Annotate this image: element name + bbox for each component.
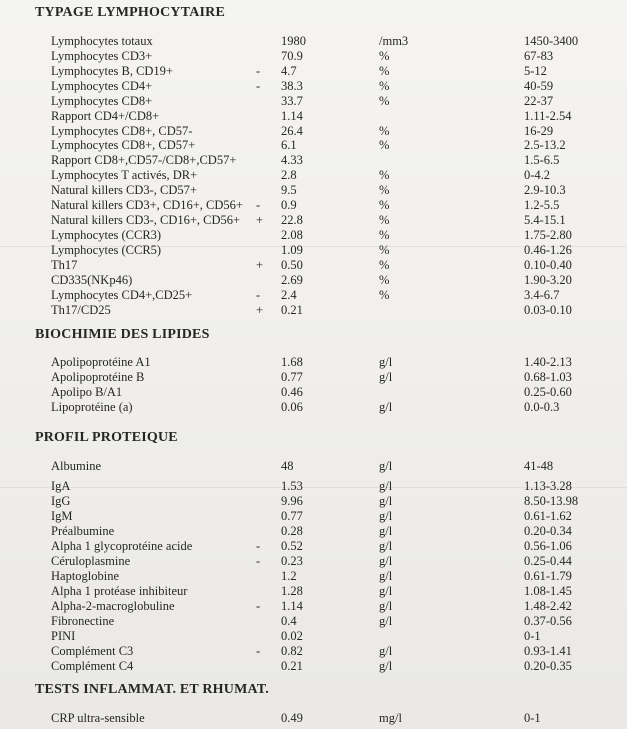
- test-name: Lymphocytes (CCR3): [51, 228, 162, 242]
- result-unit: %: [379, 49, 390, 63]
- test-name: Céruloplasmine: [51, 554, 131, 568]
- reference-range: 2.9-10.3: [524, 183, 566, 197]
- result-value: 0.50: [281, 258, 303, 272]
- test-name: IgM: [51, 509, 73, 523]
- result-value: 0.02: [281, 629, 303, 643]
- result-value: 1.09: [281, 243, 303, 257]
- test-name: Alpha 1 protéase inhibiteur: [51, 584, 188, 598]
- result-row-lymphocytes-cd4: [0, 79, 627, 94]
- section-title-tests-inflammat-et-rhumat: TESTS INFLAMMAT. ET RHUMAT.: [35, 682, 269, 697]
- result-row-igm: [0, 509, 627, 524]
- reference-range: 1.08-1.45: [524, 584, 572, 598]
- reference-range: 40-59: [524, 79, 554, 93]
- reference-range: 16-29: [524, 124, 554, 138]
- test-name: Complément C4: [51, 659, 134, 673]
- section-title-typage-lymphocytaire: TYPAGE LYMPHOCYTAIRE: [35, 5, 226, 20]
- result-value: 0.21: [281, 659, 303, 673]
- result-row-rapport-cd4-cd8: [0, 109, 627, 124]
- result-row-lymphocytes-cd8-cd57: [0, 124, 627, 139]
- result-value: 2.69: [281, 273, 303, 287]
- result-row-alpha-1-protease-inhibiteur: [0, 584, 627, 599]
- test-name: Préalbumine: [51, 524, 115, 538]
- reference-range: 1450-3400: [524, 34, 579, 48]
- result-value: 0.77: [281, 509, 303, 523]
- result-row-alpha-2-macroglobuline: [0, 599, 627, 614]
- result-unit: %: [379, 198, 390, 212]
- result-unit: g/l: [379, 539, 393, 553]
- result-value: 0.06: [281, 400, 303, 414]
- test-name: Apolipo B/A1: [51, 385, 123, 399]
- result-unit: g/l: [379, 614, 393, 628]
- reference-range: 22-37: [524, 94, 554, 108]
- result-unit: %: [379, 213, 390, 227]
- test-name: Alpha-2-macroglobuline: [51, 599, 175, 613]
- result-row-lymphocytes-cd8-cd57: [0, 138, 627, 153]
- result-value: 0.46: [281, 385, 303, 399]
- test-name: Haptoglobine: [51, 569, 120, 583]
- result-row-natural-killers-cd3-cd16-cd56: [0, 213, 627, 228]
- reference-range: 8.50-13.98: [524, 494, 579, 508]
- result-unit: g/l: [379, 524, 393, 538]
- result-unit: g/l: [379, 479, 393, 493]
- test-name: Th17: [51, 258, 78, 272]
- reference-range: 0.56-1.06: [524, 539, 572, 553]
- result-value: 1.2: [281, 569, 297, 583]
- reference-range: 1.11-2.54: [524, 109, 572, 123]
- result-row-cd335-nkp46: [0, 273, 627, 288]
- result-value: 22.8: [281, 213, 303, 227]
- abnormal-flag: -: [256, 79, 261, 93]
- abnormal-flag: +: [256, 213, 264, 227]
- result-unit: %: [379, 94, 390, 108]
- result-unit: %: [379, 64, 390, 78]
- reference-range: 1.2-5.5: [524, 198, 560, 212]
- result-unit: g/l: [379, 400, 393, 414]
- reference-range: 5.4-15.1: [524, 213, 566, 227]
- reference-range: 2.5-13.2: [524, 138, 566, 152]
- result-row-natural-killers-cd3-cd16-cd56: [0, 198, 627, 213]
- result-unit: %: [379, 79, 390, 93]
- result-row-apolipoproteine-b: [0, 370, 627, 385]
- result-value: 1.68: [281, 355, 303, 369]
- abnormal-flag: -: [256, 554, 261, 568]
- reference-range: 1.13-3.28: [524, 479, 572, 493]
- test-name: Apolipoprotéine A1: [51, 355, 151, 369]
- test-name: PINI: [51, 629, 76, 643]
- result-unit: g/l: [379, 659, 393, 673]
- test-name: Lymphocytes T activés, DR+: [51, 168, 198, 182]
- result-value: 70.9: [281, 49, 303, 63]
- test-name: Rapport CD4+/CD8+: [51, 109, 160, 123]
- section-title-biochimie-des-lipides: BIOCHIMIE DES LIPIDES: [35, 327, 210, 342]
- result-value: 0.4: [281, 614, 297, 628]
- reference-range: 0.25-0.60: [524, 385, 572, 399]
- result-value: 1.53: [281, 479, 303, 493]
- result-unit: g/l: [379, 644, 393, 658]
- result-unit: %: [379, 288, 390, 302]
- result-value: 2.08: [281, 228, 303, 242]
- result-unit: %: [379, 124, 390, 138]
- result-row-rapport-cd8-cd57-cd8-cd57: [0, 153, 627, 168]
- reference-range: 0.20-0.34: [524, 524, 572, 538]
- reference-range: 3.4-6.7: [524, 288, 560, 302]
- reference-range: 41-48: [524, 459, 554, 473]
- result-row-apolipoproteine-a1: [0, 355, 627, 370]
- result-value: 2.8: [281, 168, 297, 182]
- reference-range: 1.75-2.80: [524, 228, 572, 242]
- result-value: 0.23: [281, 554, 303, 568]
- reference-range: 0.68-1.03: [524, 370, 572, 384]
- test-name: IgA: [51, 479, 71, 493]
- result-unit: g/l: [379, 355, 393, 369]
- result-unit: mg/l: [379, 711, 402, 725]
- test-name: CRP ultra-sensible: [51, 711, 145, 725]
- reference-range: 0.46-1.26: [524, 243, 572, 257]
- result-unit: g/l: [379, 494, 393, 508]
- result-row-th17: [0, 258, 627, 273]
- abnormal-flag: +: [256, 258, 264, 272]
- test-name: Natural killers CD3-, CD57+: [51, 183, 197, 197]
- result-unit: %: [379, 258, 390, 272]
- reference-range: 0.10-0.40: [524, 258, 572, 272]
- result-row-pini: [0, 629, 627, 644]
- result-row-lipoproteine-a: [0, 400, 627, 415]
- result-row-lymphocytes-cd4-cd25: [0, 288, 627, 303]
- result-row-albumine: [0, 459, 627, 474]
- result-value: 6.1: [281, 138, 297, 152]
- reference-range: 0.61-1.79: [524, 569, 572, 583]
- test-name: Albumine: [51, 459, 101, 473]
- test-name: Lipoprotéine (a): [51, 400, 133, 414]
- section-title-profil-proteique: PROFIL PROTEIQUE: [35, 430, 178, 445]
- test-name: Alpha 1 glycoprotéine acide: [51, 539, 193, 553]
- result-row-haptoglobine: [0, 569, 627, 584]
- result-unit: g/l: [379, 509, 393, 523]
- test-name: Lymphocytes CD4+: [51, 79, 153, 93]
- result-row-alpha-1-glycoproteine-acide: [0, 539, 627, 554]
- result-unit: %: [379, 228, 390, 242]
- result-value: 9.96: [281, 494, 303, 508]
- result-row-fibronectine: [0, 614, 627, 629]
- result-value: 4.7: [281, 64, 297, 78]
- result-value: 4.33: [281, 153, 303, 167]
- result-unit: %: [379, 243, 390, 257]
- reference-range: 0-1: [524, 711, 541, 725]
- result-unit: g/l: [379, 554, 393, 568]
- result-row-complement-c4: [0, 659, 627, 674]
- test-name: CD335(NKp46): [51, 273, 133, 287]
- abnormal-flag: -: [256, 644, 261, 658]
- reference-range: 1.90-3.20: [524, 273, 572, 287]
- result-value: 0.21: [281, 303, 303, 317]
- test-name: Rapport CD8+,CD57-/CD8+,CD57+: [51, 153, 237, 167]
- reference-range: 1.5-6.5: [524, 153, 560, 167]
- reference-range: 0-1: [524, 629, 541, 643]
- test-name: Lymphocytes (CCR5): [51, 243, 162, 257]
- result-value: 38.3: [281, 79, 303, 93]
- reference-range: 1.48-2.42: [524, 599, 572, 613]
- result-value: 0.28: [281, 524, 303, 538]
- test-name: Lymphocytes B, CD19+: [51, 64, 173, 78]
- result-value: 1980: [281, 34, 306, 48]
- abnormal-flag: -: [256, 198, 261, 212]
- result-row-iga: [0, 479, 627, 494]
- test-name: Fibronectine: [51, 614, 115, 628]
- result-row-lymphocytes-b-cd19: [0, 64, 627, 79]
- reference-range: 0.61-1.62: [524, 509, 572, 523]
- result-row-ceruloplasmine: [0, 554, 627, 569]
- test-name: IgG: [51, 494, 71, 508]
- result-row-lymphocytes-cd3: [0, 49, 627, 64]
- reference-range: 0.20-0.35: [524, 659, 572, 673]
- reference-range: 67-83: [524, 49, 554, 63]
- result-unit: /mm3: [379, 34, 409, 48]
- result-row-lymphocytes-ccr3: [0, 228, 627, 243]
- result-value: 2.4: [281, 288, 297, 302]
- test-name: Lymphocytes CD8+, CD57-: [51, 124, 193, 138]
- result-unit: %: [379, 273, 390, 287]
- abnormal-flag: -: [256, 599, 261, 613]
- test-name: Th17/CD25: [51, 303, 111, 317]
- result-value: 33.7: [281, 94, 303, 108]
- result-row-complement-c3: [0, 644, 627, 659]
- result-row-lymphocytes-t-actives-dr: [0, 168, 627, 183]
- result-unit: %: [379, 138, 390, 152]
- result-value: 48: [281, 459, 294, 473]
- result-unit: g/l: [379, 569, 393, 583]
- result-value: 1.28: [281, 584, 303, 598]
- result-value: 26.4: [281, 124, 303, 138]
- result-value: 1.14: [281, 109, 303, 123]
- reference-range: 1.40-2.13: [524, 355, 572, 369]
- reference-range: 0.37-0.56: [524, 614, 572, 628]
- result-value: 0.52: [281, 539, 303, 553]
- test-name: Lymphocytes CD8+: [51, 94, 153, 108]
- reference-range: 5-12: [524, 64, 547, 78]
- result-row-crp-ultra-sensible: [0, 711, 627, 726]
- result-row-igg: [0, 494, 627, 509]
- result-value: 0.9: [281, 198, 297, 212]
- result-row-apolipo-b-a1: [0, 385, 627, 400]
- result-unit: %: [379, 183, 390, 197]
- abnormal-flag: -: [256, 539, 261, 553]
- abnormal-flag: -: [256, 288, 261, 302]
- result-unit: g/l: [379, 584, 393, 598]
- result-row-lymphocytes-cd8: [0, 94, 627, 109]
- result-unit: g/l: [379, 370, 393, 384]
- reference-range: 0.03-0.10: [524, 303, 572, 317]
- reference-range: 0-4.2: [524, 168, 551, 182]
- result-value: 0.49: [281, 711, 303, 725]
- test-name: Natural killers CD3-, CD16+, CD56+: [51, 213, 241, 227]
- result-unit: %: [379, 168, 390, 182]
- result-unit: g/l: [379, 459, 393, 473]
- result-value: 0.82: [281, 644, 303, 658]
- result-row-natural-killers-cd3-cd57: [0, 183, 627, 198]
- test-name: Lymphocytes CD4+,CD25+: [51, 288, 193, 302]
- abnormal-flag: -: [256, 64, 261, 78]
- result-row-lymphocytes-totaux: [0, 34, 627, 49]
- reference-range: 0.25-0.44: [524, 554, 572, 568]
- abnormal-flag: +: [256, 303, 264, 317]
- test-name: Natural killers CD3+, CD16+, CD56+: [51, 198, 243, 212]
- result-row-th17-cd25: [0, 303, 627, 318]
- result-value: 9.5: [281, 183, 297, 197]
- test-name: Lymphocytes totaux: [51, 34, 153, 48]
- result-row-lymphocytes-ccr5: [0, 243, 627, 258]
- test-name: Lymphocytes CD8+, CD57+: [51, 138, 196, 152]
- result-value: 0.77: [281, 370, 303, 384]
- result-unit: g/l: [379, 599, 393, 613]
- result-row-prealbumine: [0, 524, 627, 539]
- test-name: Apolipoprotéine B: [51, 370, 145, 384]
- reference-range: 0.0-0.3: [524, 400, 560, 414]
- result-value: 1.14: [281, 599, 303, 613]
- reference-range: 0.93-1.41: [524, 644, 572, 658]
- test-name: Lymphocytes CD3+: [51, 49, 153, 63]
- test-name: Complément C3: [51, 644, 134, 658]
